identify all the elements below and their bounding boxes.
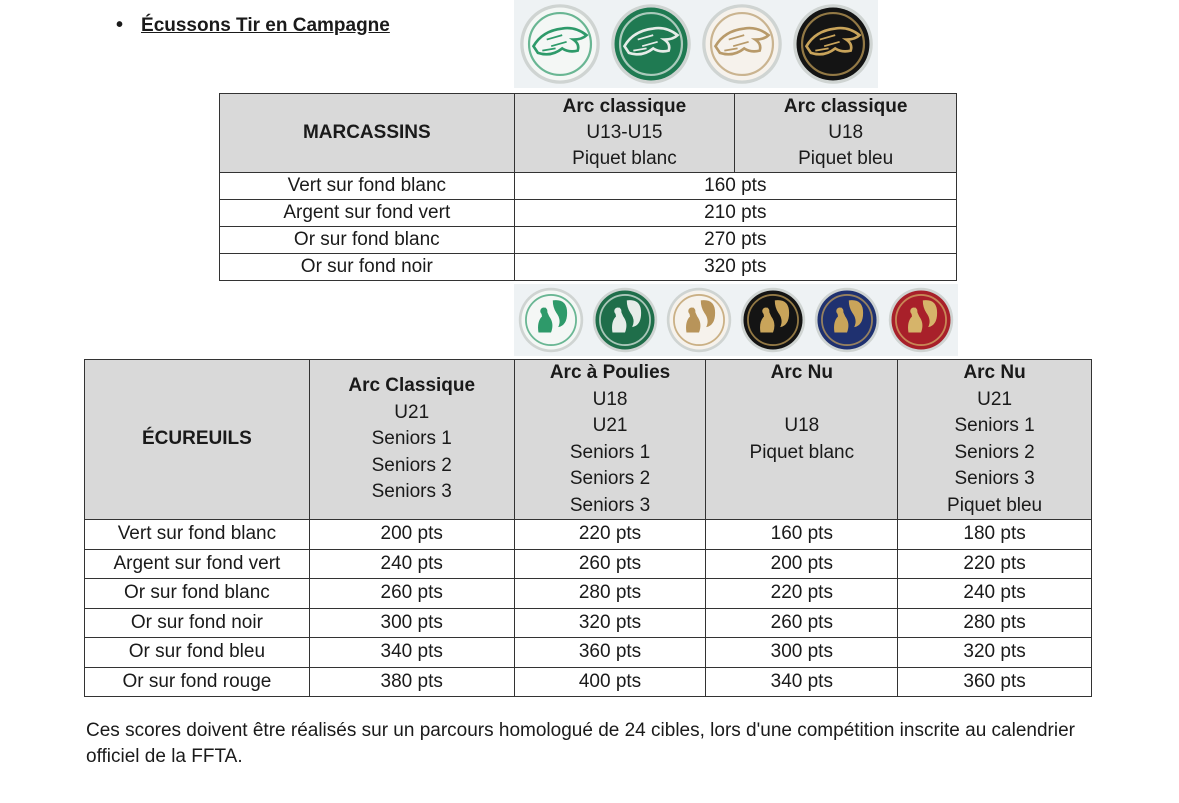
row-value: 280 pts xyxy=(898,608,1092,638)
boar-badge-green-on-white-icon xyxy=(514,0,605,88)
boar-badge-silver-on-green-icon xyxy=(605,0,696,88)
row-label: Vert sur fond blanc xyxy=(220,173,515,200)
row-value: 340 pts xyxy=(706,667,898,697)
table-row xyxy=(85,520,1092,550)
row-value: 400 pts xyxy=(514,667,706,697)
col-line: Seniors 1 xyxy=(371,428,452,450)
row-value: 340 pts xyxy=(309,638,514,668)
squirrel-badge-silver-on-green-icon xyxy=(588,284,662,356)
col-line: Piquet bleu xyxy=(947,494,1043,516)
table-header-row xyxy=(85,360,1092,520)
col-line: Seniors 2 xyxy=(954,441,1035,463)
section-title: Écussons Tir en Campagne xyxy=(141,14,390,36)
squirrel-badge-gold-on-blue-icon xyxy=(810,284,884,356)
col-line: U21 xyxy=(977,388,1013,410)
row-value: 300 pts xyxy=(706,638,898,668)
row-value: 280 pts xyxy=(514,579,706,609)
table-row xyxy=(85,579,1092,609)
marcassins-badges xyxy=(514,0,878,88)
boar-badge-gold-on-black-icon xyxy=(787,0,878,88)
row-value: 320 pts xyxy=(514,254,956,281)
table-row xyxy=(85,667,1092,697)
row-value: 380 pts xyxy=(309,667,514,697)
table-row xyxy=(85,608,1092,638)
row-label: Or sur fond noir xyxy=(220,254,515,281)
col-line: Seniors 1 xyxy=(569,441,651,463)
squirrel-badge-gold-on-white-icon xyxy=(662,284,736,356)
squirrel-badge-gold-on-red-icon xyxy=(884,284,958,356)
col-line: Seniors 2 xyxy=(371,454,452,476)
ecureuils-col-header xyxy=(898,360,1092,520)
row-value: 240 pts xyxy=(898,579,1092,609)
ecureuils-col-header xyxy=(706,360,898,520)
table-header-row xyxy=(220,94,957,173)
row-value: 360 pts xyxy=(514,638,706,668)
col-title: Arc Nu xyxy=(963,362,1026,383)
row-value: 320 pts xyxy=(898,638,1092,668)
ecureuils-col-header xyxy=(309,360,514,520)
row-value: 200 pts xyxy=(309,520,514,550)
ecureuils-col-header xyxy=(514,360,706,520)
table-row xyxy=(220,227,957,254)
ecureuils-badges xyxy=(514,284,958,356)
row-value: 360 pts xyxy=(898,667,1092,697)
col-line: U13-U15 xyxy=(586,122,663,143)
row-value: 220 pts xyxy=(706,579,898,609)
col-title: Arc Classique xyxy=(348,375,476,397)
row-value: 260 pts xyxy=(514,549,706,579)
col-line: U18 xyxy=(828,122,864,143)
marcassins-col-header xyxy=(735,94,957,173)
col-title: Arc à Poulies xyxy=(549,362,671,383)
marcassins-table xyxy=(219,93,957,281)
table-row xyxy=(85,638,1092,668)
row-label: Or sur fond bleu xyxy=(85,638,310,668)
table-row xyxy=(220,200,957,227)
row-value: 180 pts xyxy=(898,520,1092,550)
col-title: Arc classique xyxy=(783,96,908,117)
col-line: Seniors 3 xyxy=(569,494,651,516)
row-value: 220 pts xyxy=(514,520,706,550)
col-line: Piquet bleu xyxy=(798,148,894,169)
boar-badge-gold-on-white-icon xyxy=(696,0,787,88)
col-title: Arc Nu xyxy=(770,362,833,383)
col-line: Piquet blanc xyxy=(572,148,677,169)
row-value: 260 pts xyxy=(706,608,898,638)
row-label: Argent sur fond vert xyxy=(85,549,310,579)
row-label: Or sur fond rouge xyxy=(85,667,310,697)
col-line: Seniors 3 xyxy=(954,468,1035,489)
table-row xyxy=(85,549,1092,579)
row-value: 300 pts xyxy=(309,608,514,638)
row-value: 260 pts xyxy=(309,579,514,609)
row-value: 270 pts xyxy=(514,227,956,254)
col-line xyxy=(706,387,897,414)
col-line: U18 xyxy=(592,388,628,410)
col-line: Seniors 2 xyxy=(569,468,651,489)
col-line: Seniors 3 xyxy=(371,481,452,503)
table-row xyxy=(220,173,957,200)
row-value: 210 pts xyxy=(514,200,956,227)
section-heading xyxy=(116,14,390,37)
row-value: 160 pts xyxy=(706,520,898,550)
row-label: Or sur fond blanc xyxy=(220,227,515,254)
col-line: Seniors 1 xyxy=(954,415,1035,436)
table-row xyxy=(220,254,957,281)
row-value: 320 pts xyxy=(514,608,706,638)
col-title: Arc classique xyxy=(562,96,687,117)
col-line: U21 xyxy=(394,401,430,423)
row-value: 240 pts xyxy=(309,549,514,579)
ecureuils-table xyxy=(84,359,1092,697)
col-line: Piquet blanc xyxy=(749,441,855,463)
footer-note: Ces scores doivent être réalisés sur un parcours homologué de 24 cibles, lors d'une compétition inscrite au calendrier officiel de la FFTA. xyxy=(86,720,1075,767)
row-label: Vert sur fond blanc xyxy=(85,520,310,550)
row-label: Or sur fond blanc xyxy=(85,579,310,609)
col-line: U18 xyxy=(784,415,820,436)
row-value: 200 pts xyxy=(706,549,898,579)
bullet: • xyxy=(116,14,124,36)
squirrel-badge-green-on-white-icon xyxy=(514,284,588,356)
marcassins-corner-cell: MARCASSINS xyxy=(220,94,515,173)
row-label: Argent sur fond vert xyxy=(220,200,515,227)
ecureuils-corner-cell: ÉCUREUILS xyxy=(85,360,310,520)
row-label: Or sur fond noir xyxy=(85,608,310,638)
marcassins-col-header xyxy=(514,94,735,173)
squirrel-badge-gold-on-black-icon xyxy=(736,284,810,356)
col-line: U21 xyxy=(592,415,628,436)
row-value: 220 pts xyxy=(898,549,1092,579)
row-value: 160 pts xyxy=(514,173,956,200)
